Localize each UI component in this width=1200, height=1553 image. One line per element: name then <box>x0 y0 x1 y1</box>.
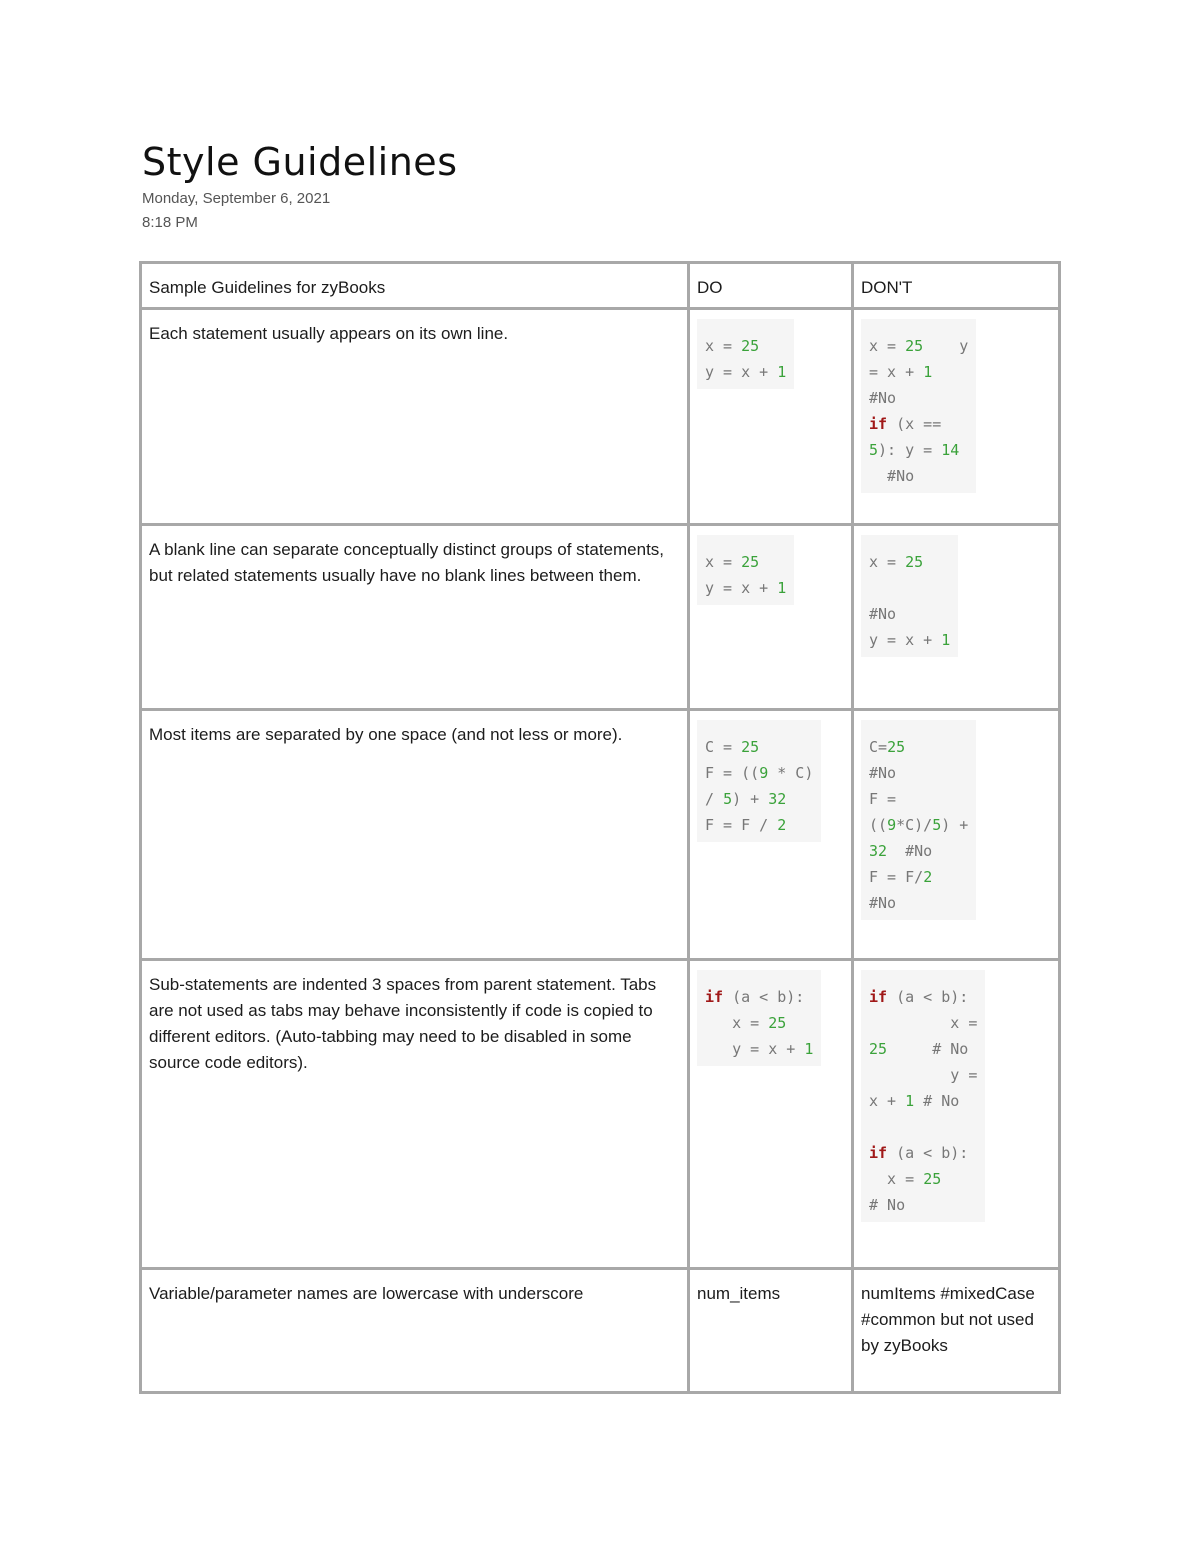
dont-code-block: x = 25 y = x + 1 #No if (x == 5): y = 14 #No <box>861 319 976 493</box>
guideline-cell: A blank line can separate conceptually distinct groups of statements, but related statements usually have no blank lines between them. <box>141 525 689 710</box>
do-cell <box>689 960 853 1269</box>
do-code-block: x = 25 y = x + 1 <box>697 535 794 605</box>
page-date: Monday, September 6, 2021 <box>142 190 331 207</box>
page-title: Style Guidelines <box>142 140 458 184</box>
do-cell <box>689 525 853 710</box>
dont-code-block: x = 25 #No y = x + 1 <box>861 535 958 657</box>
dont-cell <box>853 525 1060 710</box>
dont-code-block: if (a < b): x = 25 # No y = x + 1 # No if (a < b): x = 25 # No <box>861 970 985 1222</box>
table-row <box>141 960 1060 1269</box>
dont-cell <box>853 710 1060 960</box>
dont-cell <box>853 309 1060 525</box>
do-cell: num_items <box>689 1269 853 1393</box>
do-code-block: if (a < b): x = 25 y = x + 1 <box>697 970 821 1066</box>
dont-cell: numItems #mixedCase #common but not used by zyBooks <box>853 1269 1060 1393</box>
do-cell <box>689 710 853 960</box>
header-do: DO <box>689 263 853 309</box>
header-dont: DON'T <box>853 263 1060 309</box>
table-header-row <box>141 263 1060 309</box>
dont-code-block: C=25 #No F = ((9*C)/5) + 32 #No F = F/2 #No <box>861 720 976 920</box>
table-row <box>141 710 1060 960</box>
table-row <box>141 525 1060 710</box>
do-code-block: C = 25 F = ((9 * C) / 5) + 32 F = F / 2 <box>697 720 821 842</box>
header-guideline: Sample Guidelines for zyBooks <box>141 263 689 309</box>
do-cell <box>689 309 853 525</box>
guideline-cell: Sub-statements are indented 3 spaces from parent statement. Tabs are not used as tabs may behave inconsistently if code is copied to different editors. (Auto-tabbing may need to be disabled in some source code editors). <box>141 960 689 1269</box>
table-row <box>141 309 1060 525</box>
dont-cell <box>853 960 1060 1269</box>
table-row <box>141 1269 1060 1393</box>
guidelines-table <box>139 261 1061 1394</box>
do-code-block: x = 25 y = x + 1 <box>697 319 794 389</box>
page-time: 8:18 PM <box>142 214 198 231</box>
guideline-cell: Each statement usually appears on its own line. <box>141 309 689 525</box>
guideline-cell: Most items are separated by one space (and not less or more). <box>141 710 689 960</box>
guideline-cell: Variable/parameter names are lowercase with underscore <box>141 1269 689 1393</box>
